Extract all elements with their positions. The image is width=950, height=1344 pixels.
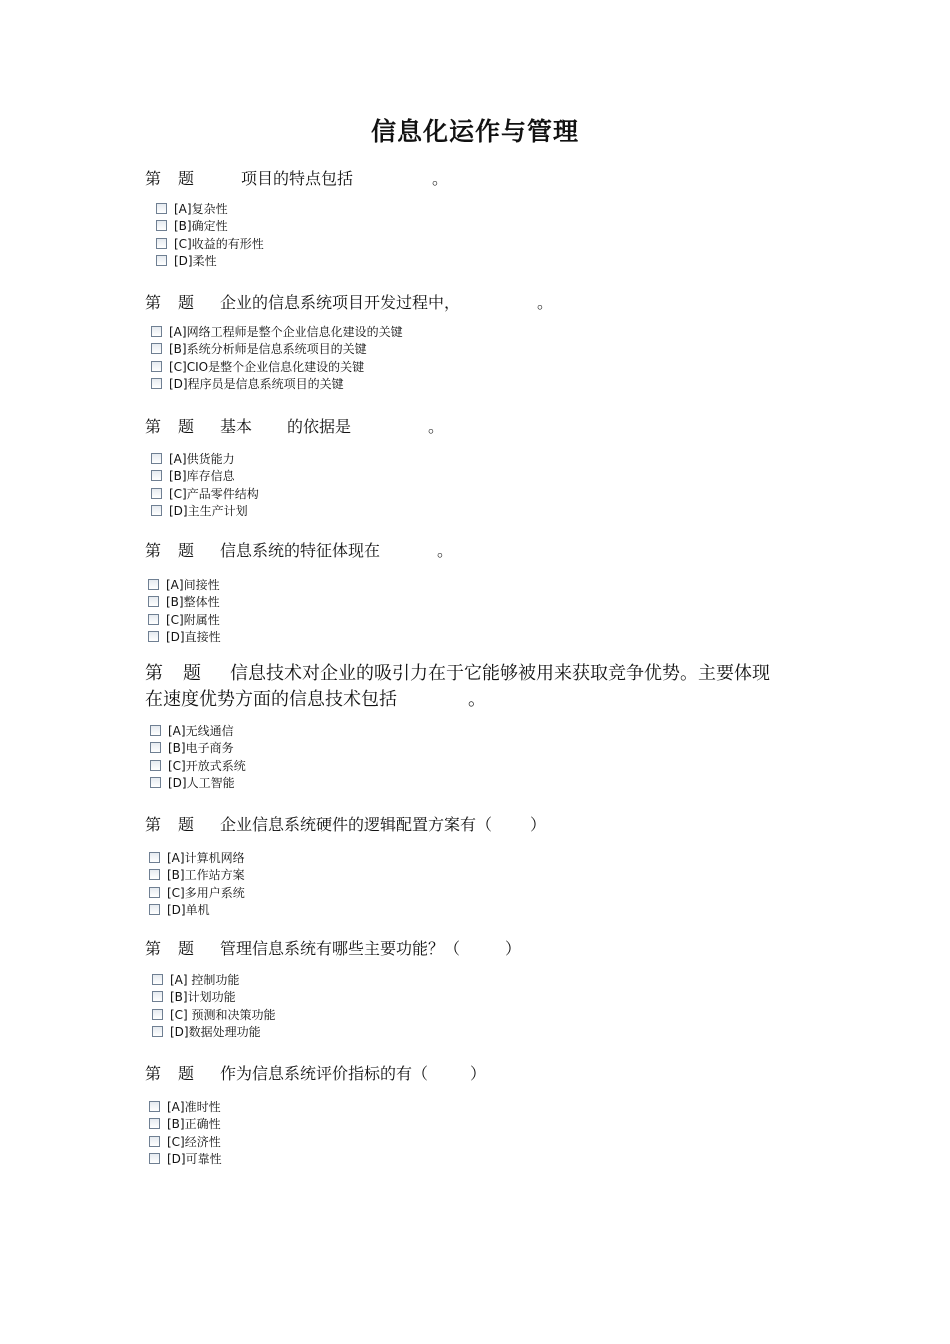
option-label: [C]产品零件结构	[169, 486, 259, 501]
checkbox[interactable]	[149, 1153, 160, 1164]
checkbox[interactable]	[156, 255, 167, 266]
option-label: [B]整体性	[166, 595, 220, 610]
question-stem: 信息系统的特征体现在	[220, 541, 381, 560]
checkbox[interactable]	[151, 488, 162, 499]
question-end: ）	[530, 815, 547, 834]
question-stem: 项目的特点包括	[241, 169, 354, 188]
option-label: [A]计算机网络	[167, 851, 245, 865]
question-number-prefix: 第	[145, 541, 162, 560]
option-label: [C]经济性	[167, 1134, 221, 1149]
option-label: [A]供货能力	[169, 452, 235, 466]
question-stem-part-a: 基本	[220, 417, 253, 436]
option[interactable]	[0, 236, 950, 253]
option-label: [D]数据处理功能	[170, 1024, 261, 1039]
question-number-prefix: 第	[145, 417, 162, 436]
question-number-suffix: 题	[178, 939, 195, 958]
option[interactable]	[0, 468, 950, 485]
question-end: 。	[537, 293, 554, 312]
question-number-prefix: 第	[145, 1064, 162, 1083]
option[interactable]	[0, 885, 950, 902]
option[interactable]	[0, 1151, 950, 1168]
checkbox[interactable]	[148, 579, 159, 590]
question-6	[0, 812, 950, 919]
option[interactable]	[0, 1116, 950, 1133]
question-stem: 企业的信息系统项目开发过程中，	[220, 293, 461, 312]
question-stem-line2: 在速度优势方面的信息技术包括	[145, 689, 397, 710]
question-end: 。	[432, 169, 449, 188]
checkbox[interactable]	[149, 1118, 160, 1129]
option-label: [D]可靠性	[167, 1151, 222, 1166]
option-label: [C]收益的有形性	[174, 236, 264, 251]
checkbox[interactable]	[151, 505, 162, 516]
question-number-suffix: 题	[178, 417, 195, 436]
option[interactable]	[0, 376, 950, 393]
question-end: 。	[428, 417, 445, 436]
option[interactable]	[0, 503, 950, 520]
question-number-prefix: 第	[145, 663, 163, 684]
option-label: [B]确定性	[174, 219, 228, 234]
option-label: [D]主生产计划	[169, 503, 248, 518]
checkbox[interactable]	[150, 777, 161, 788]
page-title: 信息化运作与管理	[370, 117, 579, 146]
question-number-prefix: 第	[145, 815, 162, 834]
question-number-prefix: 第	[145, 939, 162, 958]
question-2	[0, 290, 950, 393]
option-label: [B]计划功能	[170, 990, 236, 1005]
checkbox[interactable]	[151, 453, 162, 464]
checkbox[interactable]	[152, 974, 163, 985]
checkbox[interactable]	[151, 361, 162, 372]
option[interactable]	[0, 359, 950, 376]
option-label: [C]多用户系统	[167, 885, 245, 900]
option[interactable]	[0, 594, 950, 611]
checkbox[interactable]	[149, 852, 160, 863]
option[interactable]	[0, 1007, 950, 1024]
option[interactable]	[0, 253, 950, 270]
option-label: [D]柔性	[174, 253, 217, 268]
option[interactable]	[0, 902, 950, 919]
option-label: [A] 控制功能	[170, 973, 240, 987]
checkbox[interactable]	[149, 904, 160, 915]
option[interactable]	[0, 218, 950, 235]
question-number-suffix: 题	[183, 663, 201, 684]
option-label: [C] 预测和决策功能	[170, 1007, 276, 1022]
checkbox[interactable]	[156, 220, 167, 231]
question-number-prefix: 第	[145, 293, 162, 312]
question-stem: 的依据是	[287, 417, 352, 436]
checkbox[interactable]	[148, 614, 159, 625]
checkbox[interactable]	[151, 470, 162, 481]
option[interactable]	[0, 201, 950, 218]
question-stem: 作为信息系统评价指标的有（	[220, 1064, 429, 1083]
option-label: [C]CIO是整个企业信息化建设的关键	[169, 359, 365, 374]
option[interactable]	[0, 758, 950, 775]
checkbox[interactable]	[152, 1009, 163, 1020]
checkbox[interactable]	[150, 725, 161, 736]
question-end: ）	[470, 1064, 487, 1083]
checkbox[interactable]	[156, 203, 167, 214]
checkbox[interactable]	[152, 991, 163, 1002]
question-end: 。	[437, 541, 454, 560]
question-number-prefix: 第	[145, 169, 162, 188]
option[interactable]	[0, 486, 950, 503]
question-4	[0, 538, 950, 646]
checkbox[interactable]	[148, 631, 159, 642]
option-label: [B]电子商务	[168, 741, 234, 756]
option[interactable]	[0, 324, 950, 341]
question-number-suffix: 题	[178, 815, 195, 834]
option[interactable]	[0, 1024, 950, 1041]
question-end: ）	[505, 939, 522, 958]
checkbox[interactable]	[149, 1101, 160, 1112]
option-label: [B]工作站方案	[167, 868, 245, 883]
checkbox[interactable]	[150, 760, 161, 771]
option[interactable]	[0, 629, 950, 646]
checkbox[interactable]	[149, 869, 160, 880]
option-label: [B]库存信息	[169, 469, 235, 484]
option[interactable]	[0, 740, 950, 757]
checkbox[interactable]	[150, 742, 161, 753]
option[interactable]	[0, 612, 950, 629]
question-number-suffix: 题	[178, 293, 195, 312]
checkbox[interactable]	[156, 238, 167, 249]
option-label: [A]网络工程师是整个企业信息化建设的关键	[169, 325, 403, 339]
question-5	[0, 661, 950, 792]
option-label: [B]正确性	[167, 1117, 221, 1132]
option[interactable]	[0, 451, 950, 468]
question-stem: 信息技术对企业的吸引力在于它能够被用来获取竞争优势。主要体现	[230, 663, 770, 684]
checkbox[interactable]	[151, 378, 162, 389]
question-number-suffix: 题	[178, 169, 195, 188]
checkbox[interactable]	[151, 326, 162, 337]
question-7	[0, 936, 950, 1041]
option[interactable]	[0, 775, 950, 792]
option[interactable]	[0, 972, 950, 989]
checkbox[interactable]	[149, 1136, 160, 1147]
question-1	[0, 166, 950, 270]
option[interactable]	[0, 1099, 950, 1116]
option-label: [D]直接性	[166, 629, 221, 644]
option[interactable]	[0, 341, 950, 358]
question-3	[0, 414, 950, 520]
question-8	[0, 1061, 950, 1168]
question-stem: 企业信息系统硬件的逻辑配置方案有（	[220, 815, 493, 834]
option-label: [A]间接性	[166, 578, 220, 592]
option-label: [A]复杂性	[174, 202, 228, 216]
option[interactable]	[0, 989, 950, 1006]
option-label: [A]准时性	[167, 1100, 221, 1114]
checkbox[interactable]	[149, 887, 160, 898]
checkbox[interactable]	[148, 596, 159, 607]
question-end: 。	[468, 689, 486, 710]
option-label: [A]无线通信	[168, 724, 234, 738]
checkbox[interactable]	[152, 1026, 163, 1037]
option[interactable]	[0, 850, 950, 867]
option-label: [C]附属性	[166, 612, 220, 627]
option-label: [D]单机	[167, 902, 210, 917]
checkbox[interactable]	[151, 343, 162, 354]
option[interactable]	[0, 577, 950, 594]
question-number-suffix: 题	[178, 541, 195, 560]
option[interactable]	[0, 723, 950, 740]
option[interactable]	[0, 1134, 950, 1151]
option-label: [B]系统分析师是信息系统项目的关键	[169, 342, 367, 357]
option-label: [C]开放式系统	[168, 758, 246, 773]
question-stem: 管理信息系统有哪些主要功能？（	[220, 939, 461, 958]
option[interactable]	[0, 867, 950, 884]
option-label: [D]程序员是信息系统项目的关键	[169, 376, 344, 391]
option-label: [D]人工智能	[168, 775, 235, 790]
question-number-suffix: 题	[178, 1064, 195, 1083]
